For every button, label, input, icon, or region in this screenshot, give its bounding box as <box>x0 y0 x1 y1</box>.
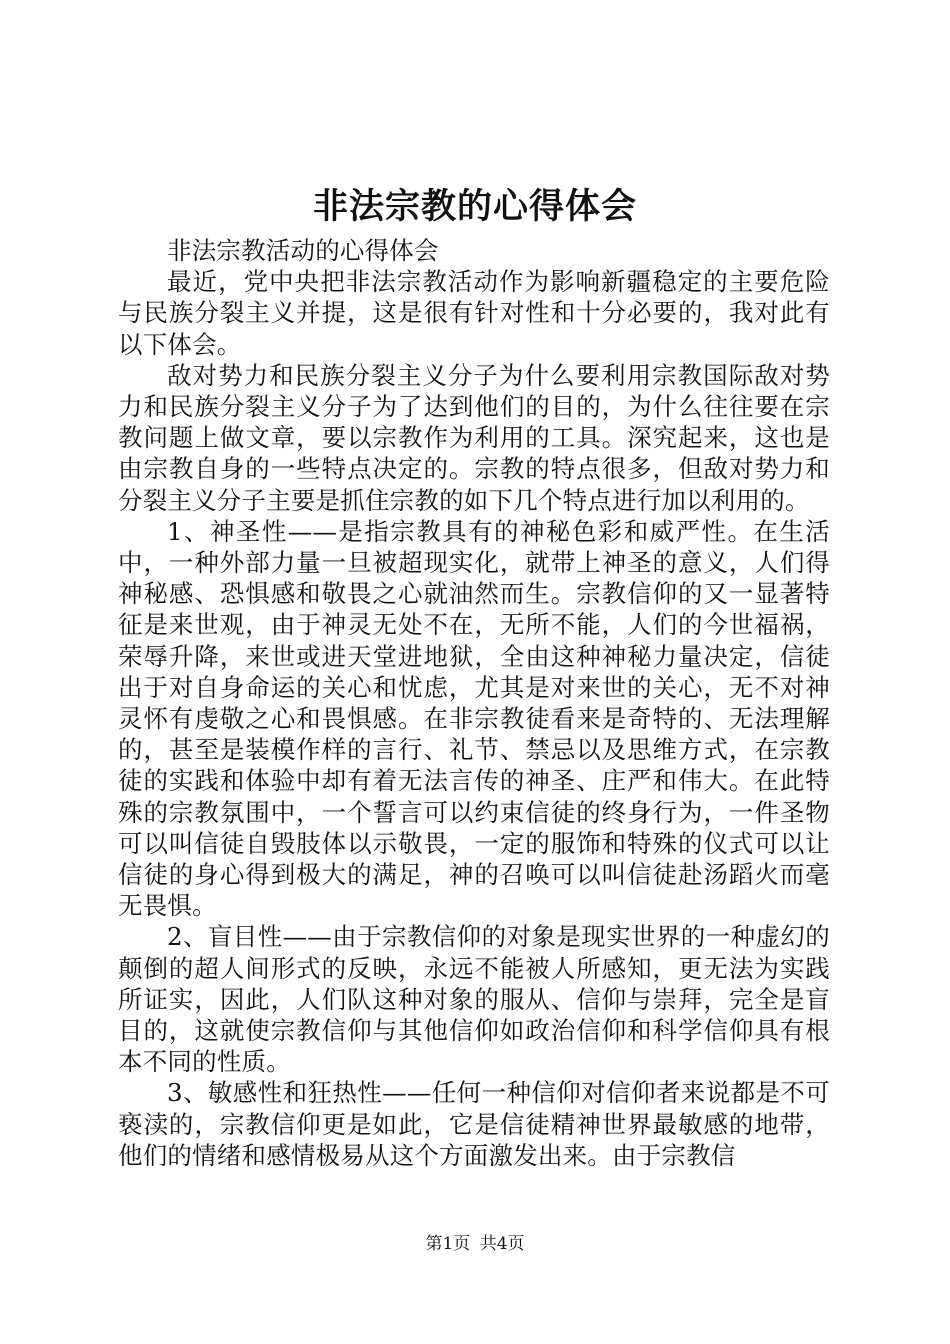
paragraph-point-3: 3、敏感性和狂热性——任何一种信仰对信仰者来说都是不可亵渎的，宗教信仰更是如此，它是信徒精神世界最敏感的地带，他们的情绪和感情极易从这个方面激发出来。由于宗教信 <box>118 1078 830 1170</box>
current-page-label: 第1页 <box>425 1234 471 1254</box>
paragraph-intro: 最近，党中央把非法宗教活动作为影响新疆稳定的主要危险与民族分裂主义并提，这是很有针对性和十分必要的，我对此有以下体会。 <box>118 267 830 359</box>
paragraph-point-1: 1、神圣性——是指宗教具有的神秘色彩和威严性。在生活中，一种外部力量一旦被超现实化，就带上神圣的意义，人们得神秘感、恐惧感和敬畏之心就油然而生。宗教信仰的又一显著特征是来世观，由于神灵无处不在，无所不能，人们的今世福祸，荣辱升降，来世或进天堂进地狱，全由这种神秘力量决定，信徒出于对自身命运的关心和忧虑，尤其是对来世的关心，无不对神灵怀有虔敬之心和畏惧感。在非宗教徒看来是奇特的、无法理解的，甚至是装模作样的言行、礼节、禁忌以及思维方式，在宗教徒的实践和体验中却有着无法言传的神圣、庄严和伟大。在此特殊的宗教氛围中，一个誓言可以约束信徒的终身行为，一件圣物可以叫信徒自毁肢体以示敬畏，一定的服饰和特殊的仪式可以让信徒的身心得到极大的满足，神的召唤可以叫信徒赴汤蹈火而毫无畏惧。 <box>118 516 830 921</box>
document-title: 非法宗教的心得体会 <box>312 186 637 227</box>
page-footer <box>0 1232 950 1256</box>
paragraph-reasons: 敌对势力和民族分裂主义分子为什么要利用宗教国际敌对势力和民族分裂主义分子为了达到他们的目的，为什么往往要在宗教问题上做文章，要以宗教作为利用的工具。深究起来，这也是由宗教自身的一些特点决定的。宗教的特点很多，但敌对势力和分裂主义分子主要是抓住宗教的如下几个特点进行加以利用的。 <box>118 360 830 515</box>
total-pages-label: 共4页 <box>479 1234 525 1254</box>
paragraph-point-2: 2、盲目性——由于宗教信仰的对象是现实世界的一种虚幻的颠倒的超人间形式的反映，永远不能被人所感知，更无法为实践所证实，因此，人们队这种对象的服从、信仰与崇拜，完全是盲目的，这就使宗教信仰与其他信仰如政治信仰和科学信仰具有根本不同的性质。 <box>118 922 830 1077</box>
document-body <box>118 235 830 1171</box>
paragraph-subtitle: 非法宗教活动的心得体会 <box>167 236 439 265</box>
